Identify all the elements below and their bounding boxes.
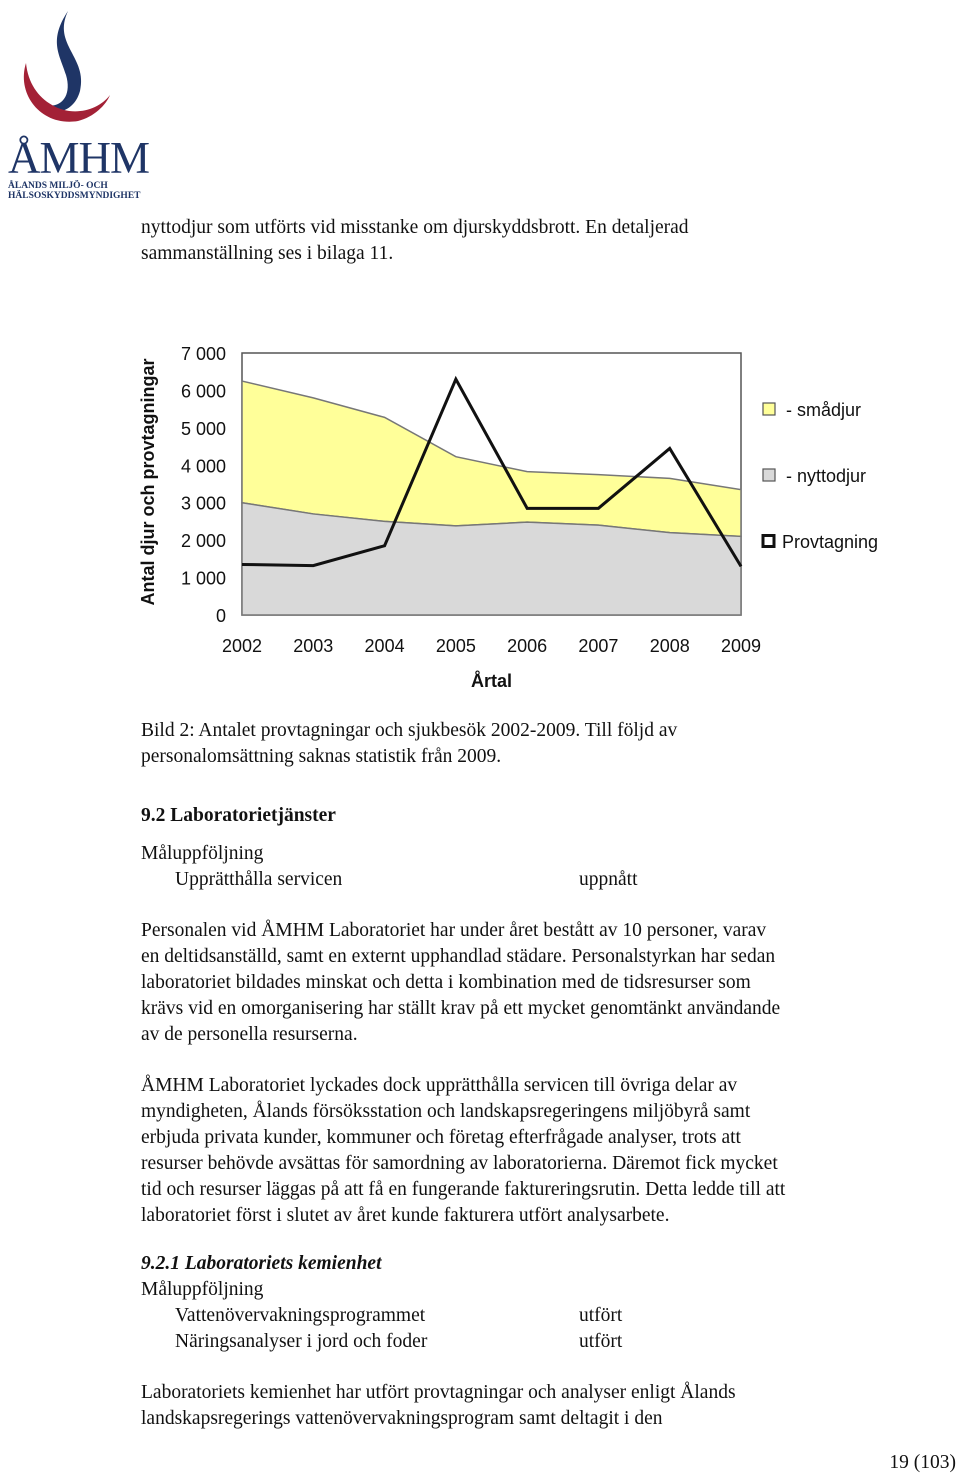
para2-line-4: resurser behövde avsättas för samordning av laboratorierna. Däremot fick mycket	[141, 1153, 778, 1174]
legend-label-1: - smådjur	[786, 400, 862, 420]
stacked-area-chart	[0, 330, 960, 700]
y-tick-label: 7 000	[180, 344, 226, 364]
logo-subtitle-2: HÄLSOSKYDDSMYNDIGHET	[8, 191, 141, 201]
goal-status: uppnått	[579, 869, 638, 890]
y-axis-label: Antal djur och provtagningar	[138, 358, 158, 606]
para3-line-1: Laboratoriets kemienhet har utfört provtagningar och analyser enligt Ålands	[141, 1382, 736, 1403]
x-axis-label: Årtal	[470, 671, 513, 691]
para1-line-2: en deltidsanställd, samt en externt upphandlad städare. Personalstyrkan har sedan	[141, 946, 776, 967]
x-tick-label: 2006	[507, 636, 548, 656]
para2-line-5: tid och resurser läggas på att få en fungerande faktureringsrutin. Detta ledde till att	[141, 1179, 786, 1200]
intro-line-2: sammanställning ses i bilaga 11.	[141, 243, 394, 264]
para1-line-3: laboratoriet bildades minskat och detta i kombination med de tidsresurser som	[141, 972, 751, 993]
x-tick-label: 2003	[293, 636, 334, 656]
y-tick-label: 4 000	[180, 456, 226, 477]
para2-line-3: erbjuda privata kunder, kommuner och företag efterfrågade analyser, trots att	[141, 1127, 741, 1148]
legend-label-3: Provtagning	[782, 532, 879, 552]
logo-flame-icon	[2, 5, 124, 135]
intro-line-1: nyttodjur som utförts vid misstanke om djurskyddsbrott. En detaljerad	[141, 217, 689, 238]
goals-label-9-2: Måluppföljning	[141, 843, 264, 864]
x-tick-label: 2008	[649, 636, 690, 656]
caption-line-1: Bild 2: Antalet provtagningar och sjukbesök 2002-2009. Till följd av	[141, 720, 678, 741]
goal-name: Upprätthålla servicen	[175, 869, 343, 890]
y-tick-label: 3 000	[180, 493, 226, 514]
para1-line-1: Personalen vid ÅMHM Laboratoriet har under året bestått av 10 personer, varav	[141, 920, 767, 941]
logo-subtitle-1: ÅLANDS MILJÖ- OCH	[8, 181, 108, 191]
y-tick-label: 5 000	[180, 418, 226, 439]
goal-name-2: Näringsanalyser i jord och foder	[175, 1331, 428, 1352]
legend-label-2: - nyttodjur	[786, 466, 867, 486]
page-number: 19 (103)	[889, 1452, 956, 1473]
para2-line-2: myndigheten, Ålands försöksstation och landskapsregeringens miljöbyrå samt	[141, 1101, 751, 1122]
logo-text	[8, 135, 149, 201]
legend-swatch-1	[763, 403, 775, 415]
goals-label-9-2-1: Måluppföljning	[141, 1279, 264, 1300]
amhm-logo	[2, 5, 150, 201]
x-tick-label: 2007	[578, 636, 619, 656]
para2-line-1: ÅMHM Laboratoriet lyckades dock upprätthålla servicen till övriga delar av	[141, 1075, 738, 1096]
legend-swatch-3	[763, 536, 774, 547]
para2-line-6: laboratoriet först i slutet av året kunde fakturera utfört analysarbete.	[141, 1205, 670, 1226]
x-tick-label: 2005	[435, 636, 476, 656]
y-tick-label: 1 000	[180, 568, 226, 589]
y-tick-label: 6 000	[180, 381, 226, 402]
y-tick-label: 2 000	[180, 531, 226, 552]
logo-name: ÅMHM	[8, 133, 150, 183]
caption-line-2: personalomsättning saknas statistik från 2009.	[141, 746, 502, 767]
para3-line-2: landskapsregerings vattenövervakningsprogram samt deltagit i den	[141, 1408, 663, 1429]
x-tick-label: 2009	[720, 636, 762, 656]
goal-status-1: utfört	[579, 1305, 623, 1326]
section-heading-9-2: 9.2 Laboratorietjänster	[141, 805, 336, 826]
x-tick-label: 2004	[364, 636, 405, 656]
y-tick-label: 0	[215, 606, 226, 626]
goal-name-1: Vattenövervakningsprogrammet	[175, 1305, 426, 1326]
para1-line-4: krävs vid en omorganisering har ställt krav på ett mycket genomtänkt användande	[141, 998, 781, 1019]
section-heading-9-2-1: 9.2.1 Laboratoriets kemienhet	[141, 1253, 382, 1274]
x-tick-label: 2002	[221, 636, 263, 656]
legend-swatch-2	[763, 469, 775, 481]
goal-status-2: utfört	[579, 1331, 623, 1352]
para1-line-5: av de personella resurserna.	[141, 1024, 358, 1045]
